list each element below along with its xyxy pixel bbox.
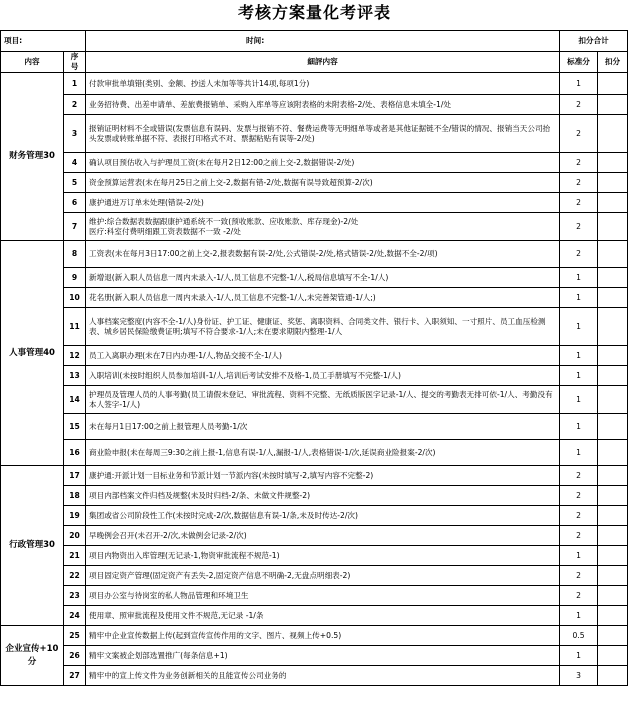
seq-number: 17 (64, 466, 86, 486)
seq-number: 19 (64, 506, 86, 526)
category-personnel: 人事管理40 (1, 241, 64, 466)
deduct-cell[interactable] (598, 414, 628, 440)
category-finance: 财务管理30 (1, 73, 64, 241)
standard-score: 1 (560, 288, 598, 308)
standard-score: 2 (560, 173, 598, 193)
table-row (1, 268, 628, 288)
standard-score: 1 (560, 268, 598, 288)
standard-score: 2 (560, 526, 598, 546)
seq-number: 3 (64, 115, 86, 153)
standard-score: 1 (560, 346, 598, 366)
header-row (1, 52, 628, 73)
table-row (1, 386, 628, 414)
deduct-cell[interactable] (598, 366, 628, 386)
deduct-cell[interactable] (598, 213, 628, 241)
criteria-text: 花名册(新入职人员信息一周内未录入-1/人,员工信息不完整-1/人,未完善架管通-1/人;) (86, 288, 560, 308)
seq-number: 8 (64, 241, 86, 268)
criteria-text: 康护通:开派计划一目标业务和节派计划一节派内容(未按时填写-2,填写内容不完整-2) (86, 466, 560, 486)
table-row (1, 346, 628, 366)
standard-score: 1 (560, 414, 598, 440)
criteria-text: 人事档案完整度(内容不全-1/人)身份证、护工证、健康证、奖惩、离职资料、合同类文件、银行卡、入职须知、一寸照片、员工血压检测表、城乡居民保险缴费证明;填写不符合要求-1/人;未在要求期限内整理-1/人 (86, 308, 560, 346)
seq-number: 27 (64, 666, 86, 686)
seq-number: 9 (64, 268, 86, 288)
deduct-cell[interactable] (598, 440, 628, 466)
table-row (1, 466, 628, 486)
table-row (1, 526, 628, 546)
standard-score: 2 (560, 506, 598, 526)
standard-score: 1 (560, 606, 598, 626)
table-row (1, 606, 628, 626)
standard-score: 2 (560, 486, 598, 506)
seq-number: 24 (64, 606, 86, 626)
criteria-text: 付款审批单填错(类别、金额、抄送人未加等等共计14项,每项1分) (86, 73, 560, 95)
standard-score: 2 (560, 153, 598, 173)
table-row (1, 173, 628, 193)
criteria-text: 护理员及管理人员的人事考勤(员工请假未登记、审批流程、资料不完整、无纸质版医字记录-1/人、提交的考勤表无排可依-1/人、考勤没有本人签字-1/人) (86, 386, 560, 414)
deduct-cell[interactable] (598, 666, 628, 686)
standard-score: 2 (560, 466, 598, 486)
seq-number: 26 (64, 646, 86, 666)
seq-number: 16 (64, 440, 86, 466)
seq-number: 23 (64, 586, 86, 606)
deduct-cell[interactable] (598, 95, 628, 115)
seq-number: 4 (64, 153, 86, 173)
table-row (1, 414, 628, 440)
seq-number: 22 (64, 566, 86, 586)
deduct-cell[interactable] (598, 526, 628, 546)
deduct-cell[interactable] (598, 386, 628, 414)
category-admin: 行政管理30 (1, 466, 64, 626)
criteria-text: 精牢文案被企划部选置推广(每条信息+1) (86, 646, 560, 666)
standard-score: 0.5 (560, 626, 598, 646)
deduct-cell[interactable] (598, 193, 628, 213)
criteria-text: 使用章、照审批流程及使用文件不规范,无记录 -1/条 (86, 606, 560, 626)
criteria-text: 康护通进万订单未处理(错误-2/处) (86, 193, 560, 213)
criteria-text: 入职培训(未按时组织人员参加培训-1/人,培训后考试安排不及格-1,员工手册填写不完整-1/人) (86, 366, 560, 386)
seq-number: 25 (64, 626, 86, 646)
criteria-text: 业务招待费、出差申请单、差旅费报销单、采购入库单等应该附表格的未附表格-2/处、表格信息未填全-1/处 (86, 95, 560, 115)
deduct-cell[interactable] (598, 586, 628, 606)
standard-score: 2 (560, 213, 598, 241)
seq-number: 5 (64, 173, 86, 193)
criteria-text: 工资表(未在每月3日17:00之前上交-2,报表数据有误-2/处,公式错误-2/处,格式错误-2/处,数据不全-2/项) (86, 241, 560, 268)
standard-score: 2 (560, 193, 598, 213)
standard-score: 2 (560, 566, 598, 586)
standard-score: 1 (560, 440, 598, 466)
deduct-cell[interactable] (598, 626, 628, 646)
header-seq: 序号 (64, 52, 86, 73)
seq-number: 21 (64, 546, 86, 566)
standard-score: 1 (560, 73, 598, 95)
criteria-text: 新增退(新入职人员信息一周内未录入-1/人,员工信息不完整-1/人,税局信息填写不全-1/人) (86, 268, 560, 288)
seq-number: 7 (64, 213, 86, 241)
criteria-text: 资金预算运营表(未在每月25日之前上交-2,数据有错-2/处,数据有误导致超预算-2/次) (86, 173, 560, 193)
deduct-cell[interactable] (598, 308, 628, 346)
table-row (1, 666, 628, 686)
standard-score: 1 (560, 308, 598, 346)
seq-number: 2 (64, 95, 86, 115)
criteria-text: 集团或省公司阶段性工作(未按时完成-2/次,数据信息有误-1/条,未及时传达-2/次) (86, 506, 560, 526)
standard-score: 2 (560, 115, 598, 153)
table-row (1, 241, 628, 268)
category-promotion: 企业宣传+10分 (1, 626, 64, 686)
deduct-cell[interactable] (598, 346, 628, 366)
meta-row (1, 31, 628, 52)
seq-number: 18 (64, 486, 86, 506)
table-row (1, 366, 628, 386)
standard-score: 2 (560, 241, 598, 268)
seq-number: 1 (64, 73, 86, 95)
standard-score: 1 (560, 646, 598, 666)
seq-number: 20 (64, 526, 86, 546)
seq-number: 14 (64, 386, 86, 414)
standard-score: 1 (560, 366, 598, 386)
deduct-cell[interactable] (598, 466, 628, 486)
deduct-cell[interactable] (598, 486, 628, 506)
standard-score: 1 (560, 546, 598, 566)
criteria-text: 项目办公室与待岗室的私人物品管理和环境卫生 (86, 586, 560, 606)
table-row (1, 566, 628, 586)
sheet-title: 考核方案量化考评表 (237, 3, 391, 22)
deduct-cell[interactable] (598, 546, 628, 566)
criteria-text: 项目固定资产管理(固定资产有丢失-2,固定资产信息不明确-2,无盘点明细表-2) (86, 566, 560, 586)
criteria-text: 未在每月1日17:00之前上报管理人员考勤-1/次 (86, 414, 560, 440)
table-row (1, 288, 628, 308)
table-row (1, 626, 628, 646)
seq-number: 6 (64, 193, 86, 213)
evaluation-table (0, 30, 628, 686)
seq-number: 11 (64, 308, 86, 346)
deduct-cell[interactable] (598, 73, 628, 95)
deduct-cell[interactable] (598, 606, 628, 626)
project-label: 项目: (1, 31, 86, 52)
header-standard: 标准分 (560, 52, 598, 73)
table-row (1, 546, 628, 566)
deduct-cell[interactable] (598, 241, 628, 268)
deduct-cell[interactable] (598, 646, 628, 666)
deduct-cell[interactable] (598, 173, 628, 193)
table-row (1, 586, 628, 606)
table-row (1, 308, 628, 346)
seq-number: 13 (64, 366, 86, 386)
criteria-text: 项目内部档案文件归档及规整(未及时归档-2/条、未做文件规整-2) (86, 486, 560, 506)
standard-score: 2 (560, 95, 598, 115)
criteria-text: 精牢中企业宣传数据上传(起到宣传宣传作用的文字、图片、视频上传+0.5) (86, 626, 560, 646)
seq-number: 10 (64, 288, 86, 308)
table-row (1, 73, 628, 95)
table-row (1, 486, 628, 506)
deduct-cell[interactable] (598, 506, 628, 526)
time-label: 时间: (86, 31, 560, 52)
criteria-text: 商业险申报(未在每周三9:30之前上报-1,信息有误-1/人,漏报-1/人,表格错误-1/次,延误商业险报案-2/次) (86, 440, 560, 466)
table-row (1, 153, 628, 173)
table-row (1, 646, 628, 666)
deduct-cell[interactable] (598, 115, 628, 153)
criteria-text: 项目内物资出入库管理(无记录-1,物资审批流程不规范-1) (86, 546, 560, 566)
header-deduct: 扣分 (598, 52, 628, 73)
deduct-cell[interactable] (598, 566, 628, 586)
deduct-cell[interactable] (598, 153, 628, 173)
standard-score: 2 (560, 586, 598, 606)
seq-number: 12 (64, 346, 86, 366)
header-detail: 細評内容 (86, 52, 560, 73)
table-row (1, 506, 628, 526)
table-row (1, 115, 628, 153)
table-row (1, 95, 628, 115)
table-row (1, 193, 628, 213)
criteria-text: 确认项目预估收入与护理员工资(未在每月2日12:00之前上交-2,数据错误-2/处) (86, 153, 560, 173)
criteria-text: 维护:综合数据表数据跟康护通系统不一致(预收账款、应收账款、库存现金)-2/处 医疗:科室付费明细跟工资表数据不一致 -2/处 (86, 213, 560, 241)
table-row (1, 213, 628, 241)
total-deduct-label: 扣分合计 (560, 31, 628, 52)
criteria-text: 报销证明材料不全或错误(发票信息有误码、发票与报销不符、餐费运费等无明细单等或者是其他证据链不全/错误的情况、报销当天公司抬头发票或转账单据不符、表报打印格式不对、票据粘贴有误等-2/处) (86, 115, 560, 153)
standard-score: 3 (560, 666, 598, 686)
criteria-text: 精牢中的宣上传文件为业务创新相关的且能宣传公司业务的 (86, 666, 560, 686)
seq-number: 15 (64, 414, 86, 440)
deduct-cell[interactable] (598, 268, 628, 288)
criteria-text: 员工入离职办理(未在7日内办理-1/人,物品交接不全-1/人) (86, 346, 560, 366)
header-content: 内容 (1, 52, 64, 73)
standard-score: 1 (560, 386, 598, 414)
criteria-text: 早晚例会召开(未召开-2/次,未做例会记录-2/次) (86, 526, 560, 546)
deduct-cell[interactable] (598, 288, 628, 308)
table-row (1, 440, 628, 466)
